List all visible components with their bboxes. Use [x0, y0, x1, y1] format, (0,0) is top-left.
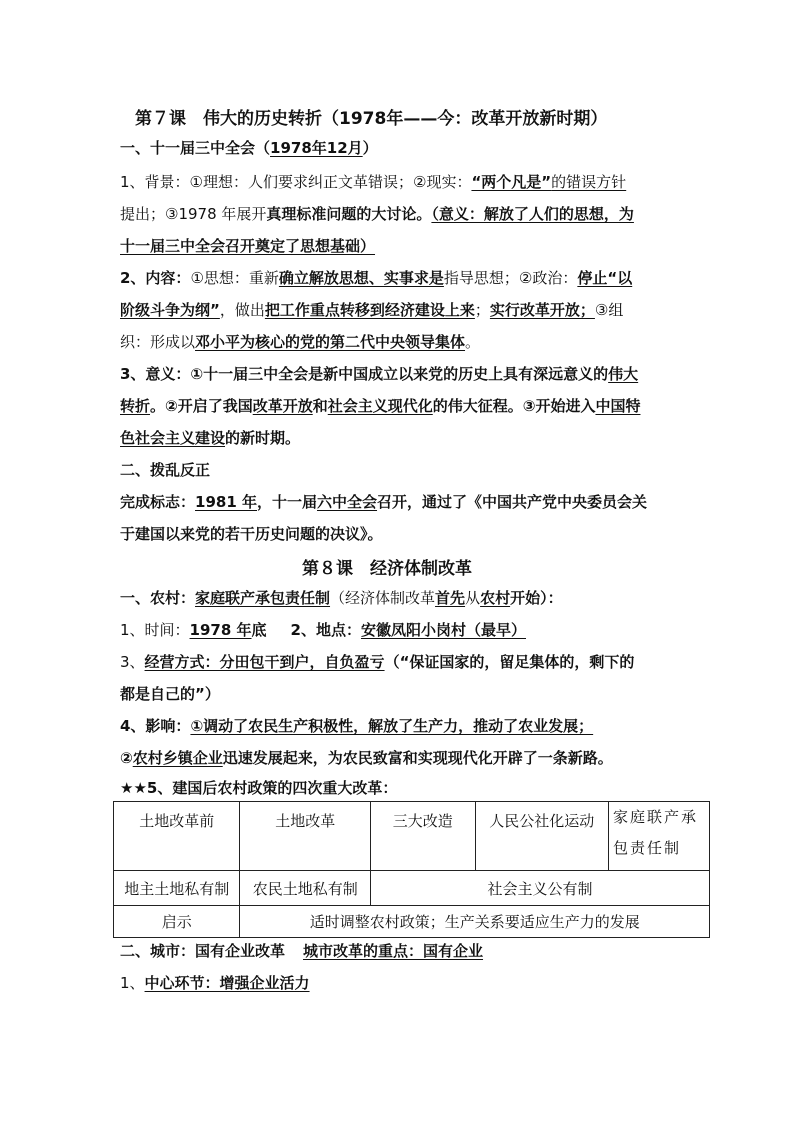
completion-line-2: 于建国以来党的若干历史问题的决议》。 [120, 525, 383, 543]
lesson7-title: 第７课 伟大的历史转折（1978年——今：改革开放新时期） [135, 109, 608, 129]
table-cell: 人民公社化运动 [475, 802, 608, 871]
impact-line-2: ②农村乡镇企业迅速发展起来，为农民致富和实现现代化开辟了一条新路。 [120, 749, 613, 767]
content-line-3: 织：形成以邓小平为核心的党的第二代中央领导集体。 [120, 333, 481, 351]
table-cell: 土地改革 [240, 802, 370, 871]
table-cell: 启示 [114, 906, 240, 938]
section-reform-heading: 二、拨乱反正 [120, 461, 211, 479]
table-cell: 家庭联产承包责任制 [608, 802, 709, 871]
core-link-line: 1、中心环节：增强企业活力 [120, 974, 310, 992]
table-cell: 三大改造 [370, 802, 475, 871]
background-line-1: 1、背景：①理想：人们要求纠正文革错误；②现实：“两个凡是”的错误方针 [120, 173, 627, 191]
operation-line-1: 3、经营方式：分田包干到户，自负盈亏（“保证国家的，留足集体的，剩下的 [120, 653, 635, 671]
background-line-2: 提出；③1978 年展开真理标准问题的大讨论。（意义：解放了人们的思想，为 [120, 205, 634, 223]
section-third-plenum-heading: 一、十一届三中全会（1978年12月） [120, 139, 378, 157]
completion-line-1: 完成标志：1981 年，十一届六中全会召开，通过了《中国共产党中央委员会关 [120, 493, 648, 511]
table-cell: 社会主义公有制 [370, 871, 709, 906]
significance-line-1: 3、意义：①十一届三中全会是新中国成立以来党的历史上具有深远意义的伟大 [120, 365, 639, 383]
operation-line-2: 都是自己的”） [120, 685, 220, 703]
rural-heading: 一、农村：家庭联产承包责任制（经济体制改革首先从农村开始）： [120, 589, 563, 607]
table-cell: 土地改革前 [114, 802, 240, 871]
impact-line-1: 4、影响：①调动了农民生产积极性，解放了生产力，推动了农业发展； [120, 717, 594, 735]
reforms-table-title: ★★5、建国后农村政策的四次重大改革： [120, 779, 398, 797]
significance-line-2: 转折。②开启了我国改革开放和社会主义现代化的伟大征程。③开始进入中国特 [120, 397, 641, 415]
time-place-line: 1、时间：1978 年底 2、地点：安徽凤阳小岗村（最早） [120, 621, 526, 639]
content-line-1: 2、内容：①思想：重新确立解放思想、实事求是指导思想；②政治：停止“以 [120, 269, 633, 287]
significance-line-3: 色社会主义建设的新时期。 [120, 429, 301, 447]
table-row [114, 906, 710, 938]
table-cell: 适时调整农村政策；生产关系要适应生产力的发展 [240, 906, 710, 938]
lesson8-title: 第８课 经济体制改革 [302, 559, 472, 579]
city-heading: 二、城市：国有企业改革 城市改革的重点：国有企业 [120, 942, 484, 960]
background-line-3: 十一届三中全会召开奠定了思想基础） [120, 237, 376, 255]
table-row [114, 802, 710, 871]
table-cell: 地主土地私有制 [114, 871, 240, 906]
table-cell: 农民土地私有制 [240, 871, 370, 906]
content-line-2: 阶级斗争为纲”，做出把工作重点转移到经济建设上来；实行改革开放；③组 [120, 301, 624, 319]
rural-reforms-table [113, 801, 710, 938]
table-row [114, 871, 710, 906]
